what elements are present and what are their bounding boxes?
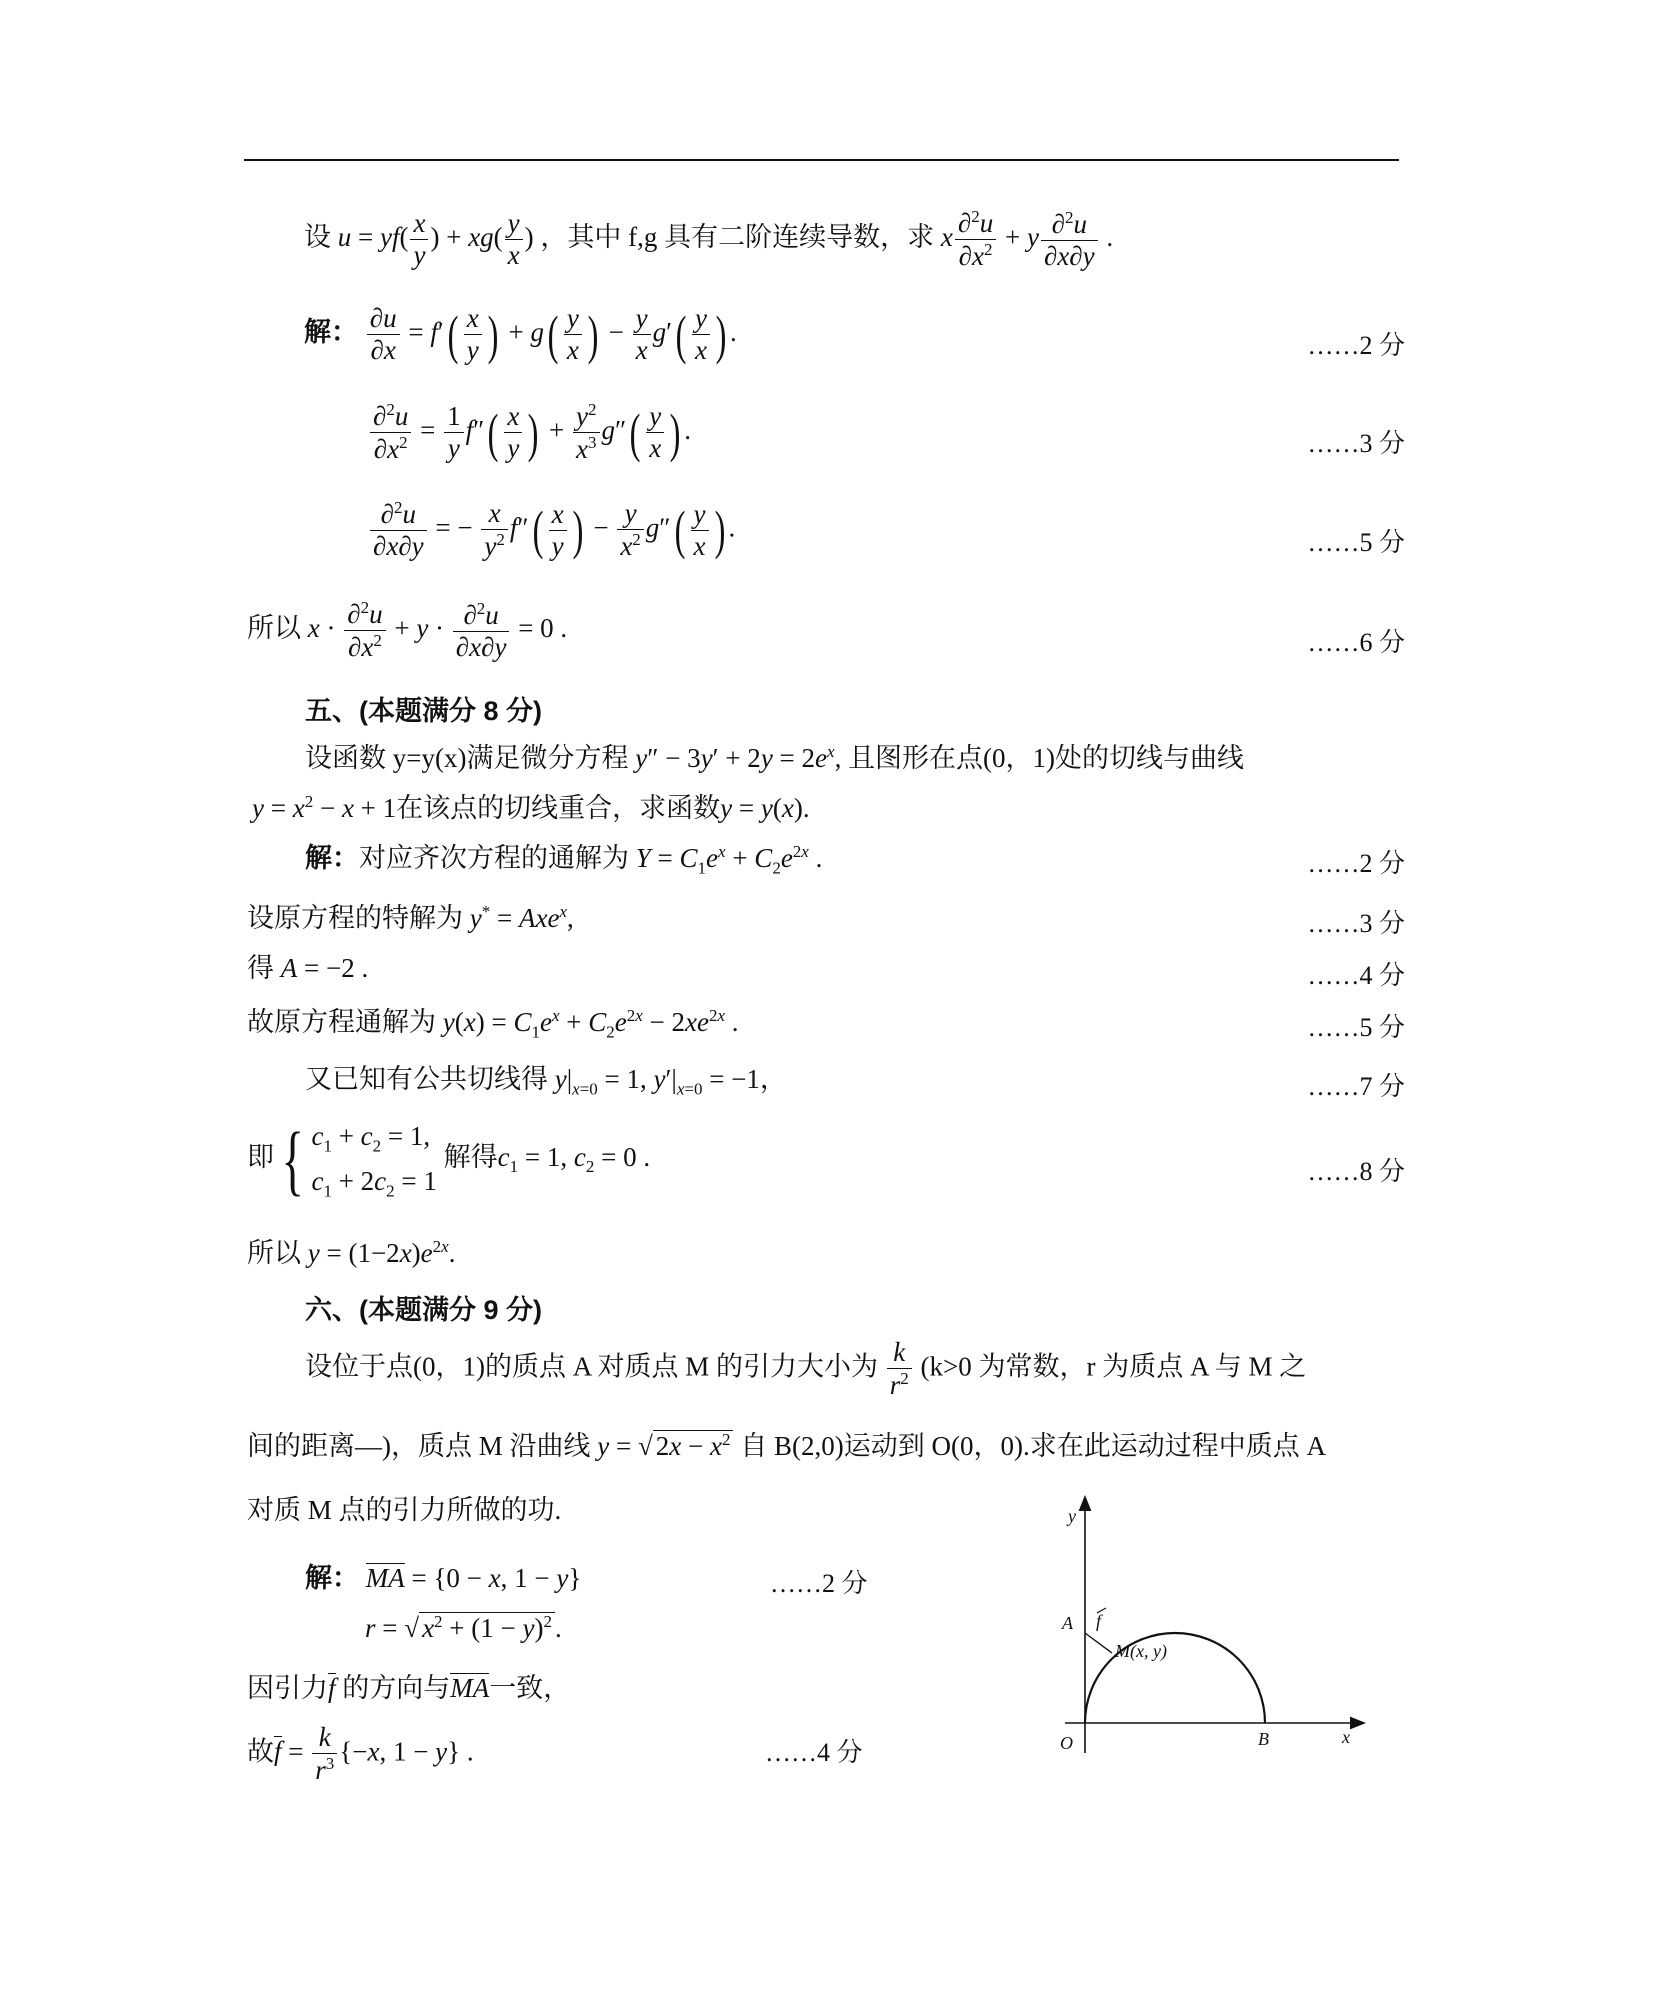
problem6-solution-line1: 解： MA = {0 − x, 1 − y} (305, 1563, 582, 1593)
problem4-conclusion: 所以 x · $\frac{\partial^2u}{\partial x^2}$ + y · $\frac{\partial^2u}{\partial x\partial y}$ = 0 . (247, 598, 568, 663)
score-marker: ……5 分 (1307, 528, 1405, 557)
score-marker: ……2 分 (1307, 849, 1405, 878)
solution-text: 因引力 (247, 1673, 328, 1703)
problem5-solution-line3: 得 A = −2 . (247, 953, 369, 983)
problem5-stem-line2: $y = x^2 - x + 1$在该点的切线重合，求函数y = y(x). (252, 792, 810, 823)
problem5-solution-line4: 故原方程通解为 $y(x) = C_1e^x + C_2e^{2x} - 2xe^{2x}$ . (247, 1006, 739, 1042)
conclusion-text: 所以 (247, 612, 301, 643)
solution-text: 即 (247, 1141, 274, 1172)
solution-text: 对应齐次方程的通解为 (359, 843, 629, 873)
score-marker: ……4 分 (765, 1738, 863, 1767)
problem5-stem-line1: 设函数 y=y(x)满足微分方程 $y'' - 3y' + 2y = 2e^x$, 且图形在点(0，1)处的切线与曲线 (305, 742, 1245, 773)
solution-label: 解： (304, 316, 358, 347)
problem4-solution-line2: $\frac{\partial^2u}{\partial x^2}$ = $\frac{1}{y}$ f″( $\frac{x}{y}$ ) + $\frac{y^2}{x^3}$ g″( $\frac{y}{x}$ ) . (368, 400, 691, 465)
problem5-solution-line5: 又已知有公共切线得 $y|_{x=0} = 1$, $y'|_{x=0} = -1$， (305, 1064, 787, 1099)
solution-label: 解： (305, 843, 359, 873)
problem5-solution-line6: 即{ $c_1 + c_2 = 1$, $c_1 + 2c_2 = 1$ 解得$c_1 = 1$, $c_2 = 0$ . (247, 1115, 651, 1203)
problem6-heading: 六、(本题满分 9 分) (305, 1295, 543, 1325)
label-m: M(x, y) (1115, 1641, 1167, 1661)
score-marker: ……4 分 (1307, 961, 1405, 990)
stem-text: 设函数 y=y(x)满足微分方程 (305, 743, 629, 773)
label-o: O (1060, 1733, 1073, 1753)
label-y: y (1068, 1506, 1076, 1526)
problem5-solution-line2: 设原方程的特解为 y* = Axe$^x$, (247, 902, 574, 933)
semicircle-figure (1040, 1495, 1370, 1765)
stem-text: 在该点的切线重合，求函数 (396, 793, 721, 823)
problem5-solution-line7: 所以 $y = (1-2x)e^{2x}$. (247, 1237, 456, 1268)
score-marker: ……2 分 (1307, 331, 1405, 360)
score-marker: ……3 分 (1307, 909, 1405, 938)
header-rule (244, 159, 1399, 161)
semicircle-curve (1085, 1633, 1265, 1723)
problem4-solution-line3: $\frac{\partial^2u}{\partial x\partial y}$ = − $\frac{x}{y^2}$ f″( $\frac{x}{y}$ ) − $\frac{y}{x^2}$ g″( $\frac{y}{x}$ ) . (368, 498, 735, 562)
stem-text: (k>0 为常数，r 为质点 A 与 M 之 (920, 1351, 1307, 1382)
label-x: x (1342, 1727, 1350, 1747)
stem-text: 自 B(2,0)运动到 O(0，0).求在此运动过程中质点 A (740, 1431, 1326, 1461)
problem6-solution-line4: 故f = $\frac{k}{r^3}$ {−x, 1 − y} . (247, 1722, 474, 1786)
solution-text: 故原方程通解为 (247, 1007, 436, 1037)
solution-text: 的方向与 (342, 1673, 451, 1703)
stem-text: 设位于点(0，1)的质点 A 对质点 M 的引力大小为 (305, 1351, 878, 1382)
solution-text: 解得 (443, 1141, 498, 1172)
score-marker: ……2 分 (770, 1569, 868, 1598)
problem6-stem-line3: 对质 M 点的引力所做的功. (247, 1495, 562, 1525)
problem4-solution-line1: 解： $\frac{\partial u}{\partial x}$ = f′( $\frac{x}{y}$ ) + g( $\frac{y}{x}$ ) − $\frac{y}{x}$ g′( $\frac{y}{x}$ ) . (304, 303, 737, 366)
label-f: f (1096, 1611, 1102, 1631)
stem-text: 间的距离—)，质点 M 沿曲线 (247, 1431, 591, 1461)
score-marker: ……6 分 (1307, 628, 1405, 657)
solution-text: 又已知有公共切线得 (305, 1064, 548, 1094)
problem4-stem: 设 u = yf( $\frac{x}{y}$ ) + xg( $\frac{y}{x}$ ) ，其中 f,g 具有二阶连续导数，求 x $\frac{\partial^2u}{\partial x^2}$ + y $\frac{\partial^2u}{\partial x\partial y}$ . (304, 207, 1114, 272)
score-marker: ……3 分 (1307, 429, 1405, 458)
stem-text: ，其中 f,g 具有二阶连续导数，求 (540, 221, 935, 252)
problem6-stem-line1: 设位于点(0，1)的质点 A 对质点 M 的引力大小为 $\frac{k}{r^2}$ (k>0 为常数，r 为质点 A 与 M 之 (305, 1337, 1307, 1401)
force-line (1085, 1633, 1112, 1653)
solution-text: 故 (247, 1736, 274, 1767)
problem6-solution-line3: 因引力f 的方向与MA一致， (247, 1673, 571, 1703)
solution-text: 所以 (247, 1238, 301, 1268)
solution-text: 一致， (489, 1673, 571, 1703)
problem5-heading: 五、(本题满分 8 分) (305, 696, 543, 726)
score-marker: ……7 分 (1307, 1072, 1405, 1101)
label-b: B (1258, 1729, 1269, 1749)
stem-text: 设 (304, 221, 331, 252)
solution-text: 得 (247, 953, 274, 983)
solution-label: 解： (305, 1563, 359, 1593)
solution-text: 设原方程的特解为 (247, 903, 463, 933)
stem-text: , 且图形在点(0，1)处的切线与曲线 (834, 743, 1245, 773)
label-a: A (1062, 1613, 1073, 1633)
score-marker: ……5 分 (1307, 1013, 1405, 1042)
problem5-solution-line1: 解：对应齐次方程的通解为 $Y = C_1e^x + C_2e^{2x}$ . (305, 842, 823, 878)
problem6-stem-line2: 间的距离—)，质点 M 沿曲线 y = √ $2x - x^2$ 自 B(2,0)运动到 O(0，0).求在此运动过程中质点 A (247, 1430, 1326, 1461)
score-marker: ……8 分 (1307, 1157, 1405, 1186)
problem6-solution-line2: r = √ $x^2 + (1 - y)^2$ . (365, 1612, 562, 1643)
